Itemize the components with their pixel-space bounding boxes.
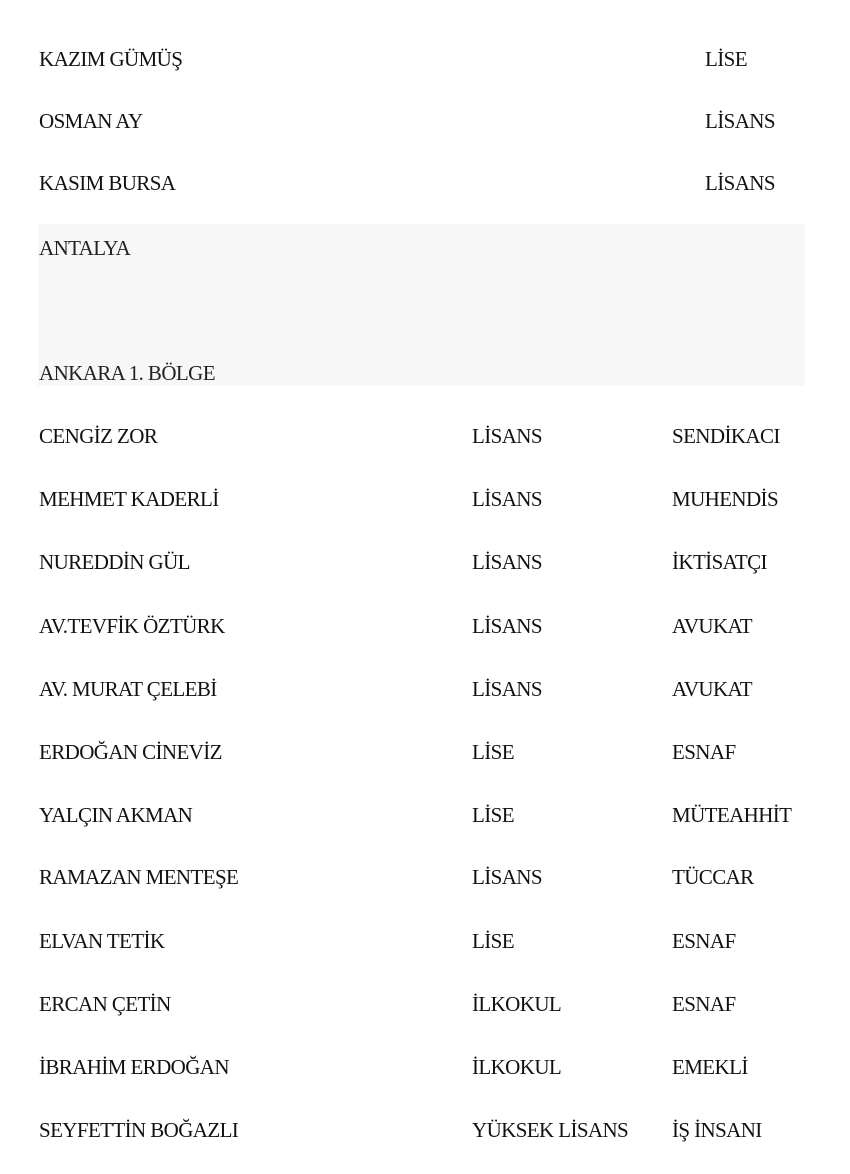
table-row bbox=[0, 106, 850, 136]
candidate-profession: MUHENDİS bbox=[672, 487, 779, 511]
candidate-education: YÜKSEK LİSANS bbox=[472, 1118, 629, 1142]
candidate-profession: İKTİSATÇI bbox=[672, 550, 767, 574]
table-row bbox=[0, 989, 850, 1019]
table-row bbox=[0, 1115, 850, 1145]
table-row bbox=[0, 547, 850, 577]
candidate-name: AV. MURAT ÇELEBİ bbox=[39, 677, 217, 701]
candidate-education: LİSE bbox=[472, 740, 514, 764]
candidate-name: YALÇIN AKMAN bbox=[39, 803, 193, 827]
table-row bbox=[0, 611, 850, 641]
candidate-profession: AVUKAT bbox=[672, 677, 753, 701]
candidate-name: KASIM BURSA bbox=[39, 171, 176, 195]
table-row bbox=[0, 1052, 850, 1082]
candidate-name: KAZIM GÜMÜŞ bbox=[39, 47, 183, 71]
candidate-profession: SENDİKACI bbox=[672, 424, 780, 448]
candidate-education: LİSANS bbox=[472, 487, 542, 511]
candidate-profession: ESNAF bbox=[672, 740, 736, 764]
candidate-education: LİSANS bbox=[705, 171, 775, 195]
province-heading: ANTALYA bbox=[39, 236, 131, 260]
candidate-profession: İŞ İNSANI bbox=[672, 1118, 762, 1142]
candidate-name: AV.TEVFİK ÖZTÜRK bbox=[39, 614, 225, 638]
candidate-profession: EMEKLİ bbox=[672, 1055, 748, 1079]
candidate-profession: ESNAF bbox=[672, 992, 736, 1016]
candidate-education: LİSANS bbox=[472, 677, 542, 701]
candidate-name: NUREDDİN GÜL bbox=[39, 550, 190, 574]
candidate-education: İLKOKUL bbox=[472, 1055, 562, 1079]
candidate-name: ERDOĞAN CİNEVİZ bbox=[39, 740, 222, 764]
candidate-name: İBRAHİM ERDOĞAN bbox=[39, 1055, 229, 1079]
candidate-education: LİSE bbox=[705, 47, 747, 71]
table-row bbox=[0, 737, 850, 767]
candidate-name: ELVAN TETİK bbox=[39, 929, 165, 953]
candidate-education: LİSANS bbox=[705, 109, 775, 133]
candidate-education: İLKOKUL bbox=[472, 992, 562, 1016]
table-row bbox=[0, 168, 850, 198]
table-row bbox=[0, 862, 850, 892]
candidate-profession: ESNAF bbox=[672, 929, 736, 953]
table-row bbox=[0, 484, 850, 514]
candidate-name: OSMAN AY bbox=[39, 109, 143, 133]
candidate-name: RAMAZAN MENTEŞE bbox=[39, 865, 239, 889]
table-row bbox=[0, 926, 850, 956]
candidate-name: SEYFETTİN BOĞAZLI bbox=[39, 1118, 239, 1142]
candidate-education: LİSE bbox=[472, 803, 514, 827]
candidate-profession: AVUKAT bbox=[672, 614, 753, 638]
table-row bbox=[0, 421, 850, 451]
region-heading: ANKARA 1. BÖLGE bbox=[39, 361, 215, 385]
candidate-profession: MÜTEAHHİT bbox=[672, 803, 792, 827]
candidate-education: LİSANS bbox=[472, 865, 542, 889]
candidate-name: MEHMET KADERLİ bbox=[39, 487, 219, 511]
candidate-education: LİSANS bbox=[472, 424, 542, 448]
table-row bbox=[0, 44, 850, 74]
candidate-education: LİSANS bbox=[472, 550, 542, 574]
candidate-education: LİSE bbox=[472, 929, 514, 953]
candidate-name: CENGİZ ZOR bbox=[39, 424, 158, 448]
table-row bbox=[0, 674, 850, 704]
candidate-name: ERCAN ÇETİN bbox=[39, 992, 171, 1016]
candidate-profession: TÜCCAR bbox=[672, 865, 754, 889]
table-row bbox=[0, 800, 850, 830]
candidate-education: LİSANS bbox=[472, 614, 542, 638]
